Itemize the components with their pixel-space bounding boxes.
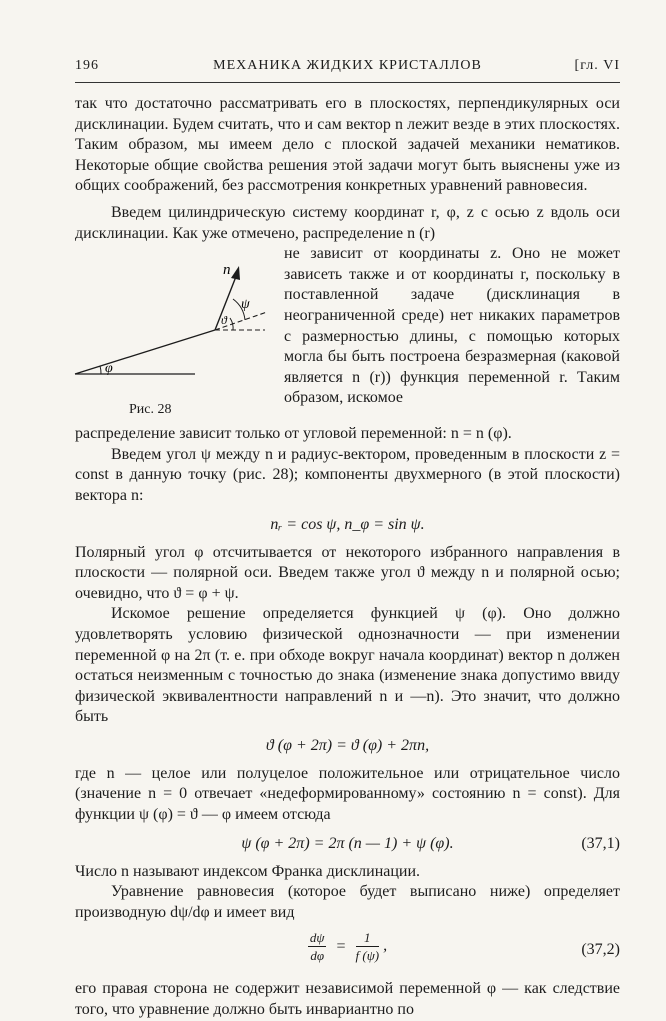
equation-37-2-equals: = xyxy=(336,937,346,955)
page-number: 196 xyxy=(75,58,99,73)
equation-37-2 xyxy=(75,929,620,973)
paragraph-2-bottom: распределение зависит только от угловой переменной: n = n (φ). xyxy=(75,425,512,443)
chapter-label: [гл. VI xyxy=(574,58,620,73)
label-phi: φ xyxy=(105,361,113,377)
paragraph-5: Искомое решение определяется функцией ψ (φ). Оно должно удовлетворять условию физической однозначности — при изменении переменной φ на 2π (т. е. при обходе вокруг начала координат) вектор n должен остаться неизменным с точностью до знака (изменение знака допустимо ввиду физической эквивалентности направлений n и —n). Это значит, что должно быть xyxy=(75,605,620,726)
fraction-lhs xyxy=(308,929,327,964)
paragraph-7: Число n называют индексом Франка дисклинации. xyxy=(75,862,421,880)
director-arrowhead xyxy=(231,266,240,280)
paragraph-2-top: Введем цилиндрическую систему координат r, φ, z с осью z вдоль оси дисклинации. Как уже отмечено, распределение n (r) xyxy=(75,203,620,242)
equation-components-text: nᵣ = cos ψ, n_φ = sin ψ. xyxy=(270,515,425,533)
equation-37-1-text: ψ (φ + 2π) = 2π (n — 1) + ψ (φ). xyxy=(241,834,454,852)
radius-line xyxy=(75,330,215,377)
label-psi: ψ xyxy=(241,297,250,313)
equation-components xyxy=(75,513,620,537)
paragraph-2-wrapped: не зависит от координаты z. Оно не может зависеть также и от координаты r, поскольку в поставленной задаче (дисклинация в неограниченной среде) нет никаких параметров с размерностью длины, с помощью которых могла бы быть построена безразмерная (каковой является n (r)) функция переменной r. Таким образом, искомое xyxy=(284,245,620,407)
fraction-rhs-denominator: f (ψ) xyxy=(355,948,380,964)
fraction-lhs-denominator: dφ xyxy=(310,948,325,964)
paragraph-3: Введем угол ψ между n и радиус-вектором, проведенным в плоскости z = const в данную точку (рис. 28); компоненты двухмерного (в этой плоскости) вектора n: xyxy=(75,445,621,504)
label-theta: ϑ xyxy=(221,313,227,328)
fraction-lhs-numerator: dψ xyxy=(309,930,325,946)
equation-37-2-number: (37,2) xyxy=(581,941,620,959)
equation-37-1-number: (37,1) xyxy=(581,834,620,852)
paragraph-9: его правая сторона не содержит независимой переменной φ — как следствие того, что уравнение должно быть инвариантно по xyxy=(75,980,620,1019)
equation-theta xyxy=(75,734,620,758)
main-text xyxy=(75,94,620,1021)
figure-caption: Рис. 28 xyxy=(129,402,172,418)
figure-28 xyxy=(73,244,278,424)
paragraph-8: Уравнение равновесия (которое будет выписано ниже) определяет производную dψ/dφ и имеет вид xyxy=(75,883,620,921)
fraction-rhs xyxy=(356,929,380,964)
fraction-rhs-numerator: 1 xyxy=(356,929,380,947)
running-title: МЕХАНИКА ЖИДКИХ КРИСТАЛЛОВ xyxy=(213,58,482,73)
equation-37-1 xyxy=(75,832,620,856)
figure-28-drawing xyxy=(73,244,278,424)
equation-37-2-comma: , xyxy=(383,937,388,955)
label-n: n xyxy=(223,262,231,279)
header-rule xyxy=(75,82,620,83)
running-header xyxy=(75,58,620,80)
paragraph-6: где n — целое или полуцелое положительное или отрицательное число (значение n = 0 отвечает «недеформированному» состоянию n = const). Для функции ψ (φ) = ϑ — φ имеем отсюда xyxy=(75,764,620,824)
phi-arc xyxy=(100,366,101,374)
paragraph-4: Полярный угол φ отсчитывается от некоторого избранного направления в плоскости — полярной оси. Введем также угол ϑ между n и полярной осью; очевидно, что ϑ = φ + ψ. xyxy=(75,543,620,602)
paragraph-1: так что достаточно рассматривать его в плоскостях, перпендикулярных оси дисклинации. Будем считать, что и сам вектор n лежит везде в этих плоскостях. Таким образом, мы имеем дело с плоской задачей механики нематиков. Некоторые общие свойства решения этой задачи могут быть выяснены уже из общих соображений, без рассмотрения конкретных уравнений равновесия. xyxy=(75,95,620,195)
equation-theta-text: ϑ (φ + 2π) = ϑ (φ) + 2πn, xyxy=(265,736,430,754)
